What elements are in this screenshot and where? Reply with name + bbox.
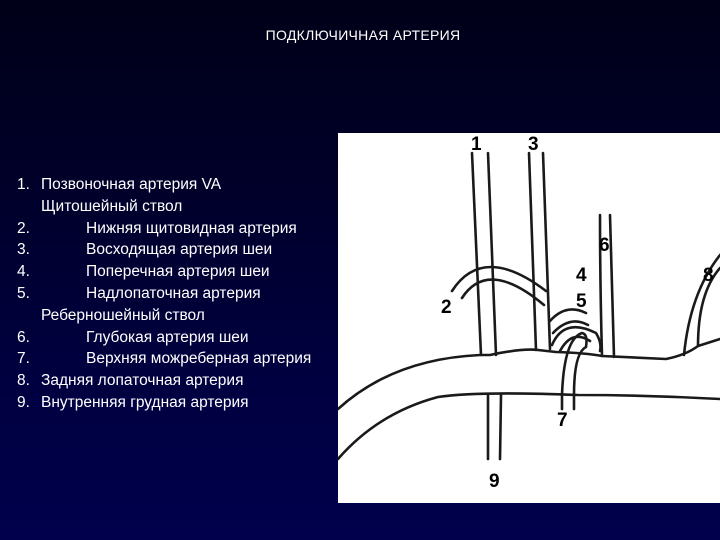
list-text: Задняя лопаточная артерия bbox=[41, 372, 244, 390]
list-item bbox=[17, 239, 362, 261]
label-9: 9 bbox=[489, 471, 500, 492]
list-text: Нижняя щитовидная артерия bbox=[86, 219, 297, 237]
list-item-subheading bbox=[17, 196, 362, 218]
label-5: 5 bbox=[576, 291, 587, 312]
list-text: Восходящая артерия шеи bbox=[86, 241, 273, 259]
list-item bbox=[17, 283, 362, 305]
deep-cervical-right bbox=[610, 215, 614, 357]
subclavian-outer-wall bbox=[338, 339, 720, 409]
vertebral-artery-left-wall bbox=[472, 153, 481, 355]
label-7: 7 bbox=[557, 410, 568, 431]
list-number: 6. bbox=[17, 328, 30, 346]
list-item bbox=[17, 348, 362, 370]
list-item bbox=[17, 261, 362, 283]
list-item bbox=[17, 174, 362, 196]
list-number: 5. bbox=[17, 284, 30, 302]
list-number: 3. bbox=[17, 241, 30, 259]
list-text: Позвоночная артерия VA bbox=[41, 176, 222, 193]
ascending-cervical-left-wall bbox=[529, 153, 536, 350]
artery-list bbox=[17, 174, 362, 414]
list-text: Глубокая артерия шеи bbox=[86, 328, 249, 346]
label-3: 3 bbox=[528, 134, 539, 155]
suprascapular-loop-upper bbox=[552, 327, 601, 351]
transverse-cervical-loop bbox=[550, 309, 588, 333]
artery-drawing bbox=[338, 133, 720, 503]
list-item bbox=[17, 218, 362, 240]
list-text: Надлопаточная артерия bbox=[86, 284, 261, 302]
label-2: 2 bbox=[441, 297, 452, 318]
list-number: 8. bbox=[17, 372, 30, 390]
label-4: 4 bbox=[576, 265, 587, 286]
list-text: Внутренняя грудная артерия bbox=[41, 393, 249, 411]
label-1: 1 bbox=[471, 134, 482, 155]
slide-title: ПОДКЛЮЧИЧНАЯ АРТЕРИЯ bbox=[265, 27, 461, 43]
label-8: 8 bbox=[703, 265, 714, 286]
list-item bbox=[17, 327, 362, 349]
list-text: Поперечная артерия шеи bbox=[86, 263, 270, 281]
ascending-cervical-right-wall bbox=[543, 153, 550, 349]
internal-thoracic-right bbox=[500, 395, 501, 459]
list-item bbox=[17, 370, 362, 392]
list-number: 1. bbox=[17, 176, 30, 193]
list-text: Верхняя можреберная артерия bbox=[86, 350, 312, 368]
list-item bbox=[17, 392, 362, 414]
list-number: 4. bbox=[17, 263, 30, 281]
list-text: Щитошейный ствол bbox=[41, 197, 183, 215]
list-text: Реберношейный ствол bbox=[41, 306, 205, 324]
list-number: 2. bbox=[17, 219, 30, 237]
label-6: 6 bbox=[599, 235, 610, 256]
vertebral-artery-right-wall bbox=[488, 153, 496, 355]
subclavian-artery-diagram bbox=[338, 133, 720, 503]
list-number: 7. bbox=[17, 350, 30, 368]
list-item-subheading bbox=[17, 305, 362, 327]
subclavian-inner-wall bbox=[338, 393, 720, 459]
inferior-thyroid-inner bbox=[462, 280, 544, 305]
list-number: 9. bbox=[17, 393, 30, 411]
